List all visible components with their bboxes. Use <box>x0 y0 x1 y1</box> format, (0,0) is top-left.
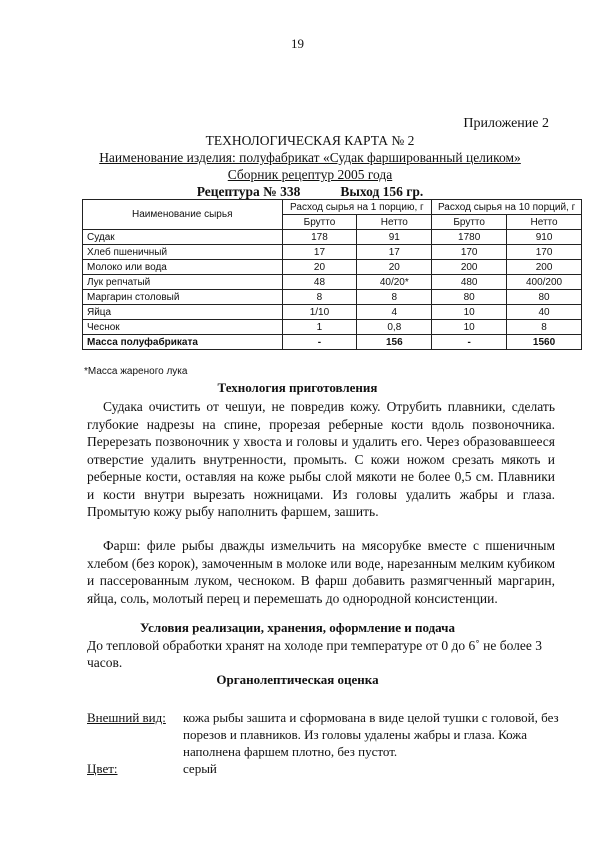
column-header-net-10: Нетто <box>507 215 582 230</box>
column-header-gross-1: Брутто <box>282 215 357 230</box>
color-value: серый <box>183 761 217 776</box>
table-row <box>83 305 582 320</box>
column-header-net-1: Нетто <box>357 215 432 230</box>
technology-title: Технология приготовления <box>217 380 378 395</box>
cell-gross-10: - <box>432 335 507 350</box>
appendix-label: Приложение 2 <box>463 116 549 131</box>
collection-name: Сборник рецептур 2005 года <box>227 167 393 182</box>
color-label: Цвет: <box>87 761 118 776</box>
conditions-title: Условия реализации, хранения, оформление и подача <box>140 620 455 635</box>
table-header-row <box>83 200 582 215</box>
table-row <box>83 290 582 305</box>
table-row <box>83 320 582 335</box>
cell-name: Лук репчатый <box>83 275 283 290</box>
technology-paragraph-1: Судака очистить от чешуи, не повредив кожу. Отрубить плавники, сделать глубокие надрезы на спине, прорезая реберные кости вдоль позвоночника. Перерезать позвоночник у хвоста и головы и удалить его. Через образовавшееся отверстие удалить внутренности, промыть. С кожи ножом срезать мякоть и реберные кости, оставляя на коже рыбы слой мякоти не более 0,5 см. Плавники и кости внутри вырезать ножницами. Из головы удалить жабры и глаза. Промытую кожу рыбу наполнить фаршем, зашить. <box>87 399 555 519</box>
cell-gross-1: 48 <box>282 275 357 290</box>
cell-name: Судак <box>83 230 283 245</box>
appearance-label: Внешний вид: <box>87 710 166 725</box>
cell-gross-1: 178 <box>282 230 357 245</box>
cell-net-10: 8 <box>507 320 582 335</box>
cell-net-1: 91 <box>357 230 432 245</box>
cell-gross-1: 1 <box>282 320 357 335</box>
table-row <box>83 260 582 275</box>
cell-gross-10: 10 <box>432 320 507 335</box>
cell-name: Молоко или вода <box>83 260 283 275</box>
cell-net-10: 910 <box>507 230 582 245</box>
appearance-row <box>87 709 567 760</box>
cell-gross-10: 10 <box>432 305 507 320</box>
cell-net-10: 200 <box>507 260 582 275</box>
storage-conditions: До тепловой обработки хранят на холоде при температуре от 0 до 6˚ не более 3 часов. <box>87 638 543 670</box>
cell-gross-10: 200 <box>432 260 507 275</box>
cell-net-1: 40/20* <box>357 275 432 290</box>
cell-net-10: 170 <box>507 245 582 260</box>
cell-net-10: 40 <box>507 305 582 320</box>
cell-name: Хлеб пшеничный <box>83 245 283 260</box>
card-title: ТЕХНОЛОГИЧЕСКАЯ КАРТА № 2 <box>205 133 415 148</box>
table-row-total <box>83 335 582 350</box>
card-header <box>60 132 560 200</box>
table-footnote: *Масса жареного лука <box>84 366 188 377</box>
cell-gross-10: 480 <box>432 275 507 290</box>
recipe-number: Рецептура № 338 <box>196 184 301 199</box>
cell-net-1: 4 <box>357 305 432 320</box>
cell-net-10: 400/200 <box>507 275 582 290</box>
cell-gross-1: 8 <box>282 290 357 305</box>
cell-gross-1: - <box>282 335 357 350</box>
cell-net-1: 20 <box>357 260 432 275</box>
yield: Выход 156 гр. <box>340 184 424 199</box>
color-row <box>87 760 567 777</box>
column-header-name: Наименование сырья <box>83 200 283 230</box>
cell-gross-10: 1780 <box>432 230 507 245</box>
cell-name: Яйца <box>83 305 283 320</box>
table-row <box>83 230 582 245</box>
cell-net-1: 0,8 <box>357 320 432 335</box>
cell-name: Маргарин столовый <box>83 290 283 305</box>
column-header-1-portion: Расход сырья на 1 порцию, г <box>282 200 432 215</box>
appearance-value: кожа рыбы зашита и сформована в виде целой тушки с головой, без порезов и плавников. Из головы удалены жабры и глаза. Кожа наполнена фаршем плотно, без пустот. <box>183 710 559 759</box>
cell-net-10: 1560 <box>507 335 582 350</box>
table-row <box>83 245 582 260</box>
column-header-gross-10: Брутто <box>432 215 507 230</box>
ingredients-table <box>82 199 582 350</box>
cell-net-1: 8 <box>357 290 432 305</box>
recipe-line <box>60 183 560 200</box>
cell-net-1: 156 <box>357 335 432 350</box>
page-number: 19 <box>291 36 304 51</box>
cell-net-10: 80 <box>507 290 582 305</box>
technology-paragraph-2: Фарш: филе рыбы дважды измельчить на мясорубке вместе с пшеничным хлебом (без корок), замоченным в молоке или воде, нарезанным мелким кубиком и пассерованным луком, чесноком. В фарш добавить размягченный маргарин, яйца, соль, молотый перец и перемешать до однородной консистенции. <box>87 538 555 606</box>
cell-name: Масса полуфабриката <box>83 335 283 350</box>
cell-gross-1: 1/10 <box>282 305 357 320</box>
cell-gross-1: 17 <box>282 245 357 260</box>
cell-gross-10: 170 <box>432 245 507 260</box>
cell-gross-10: 80 <box>432 290 507 305</box>
cell-net-1: 17 <box>357 245 432 260</box>
cell-name: Чеснок <box>83 320 283 335</box>
column-header-10-portions: Расход сырья на 10 порций, г <box>432 200 582 215</box>
table-row <box>83 275 582 290</box>
organoleptic-title: Органолептическая оценка <box>216 672 379 687</box>
cell-gross-1: 20 <box>282 260 357 275</box>
product-name: Наименование изделия: полуфабрикат «Судак фаршированный целиком» <box>99 150 521 165</box>
